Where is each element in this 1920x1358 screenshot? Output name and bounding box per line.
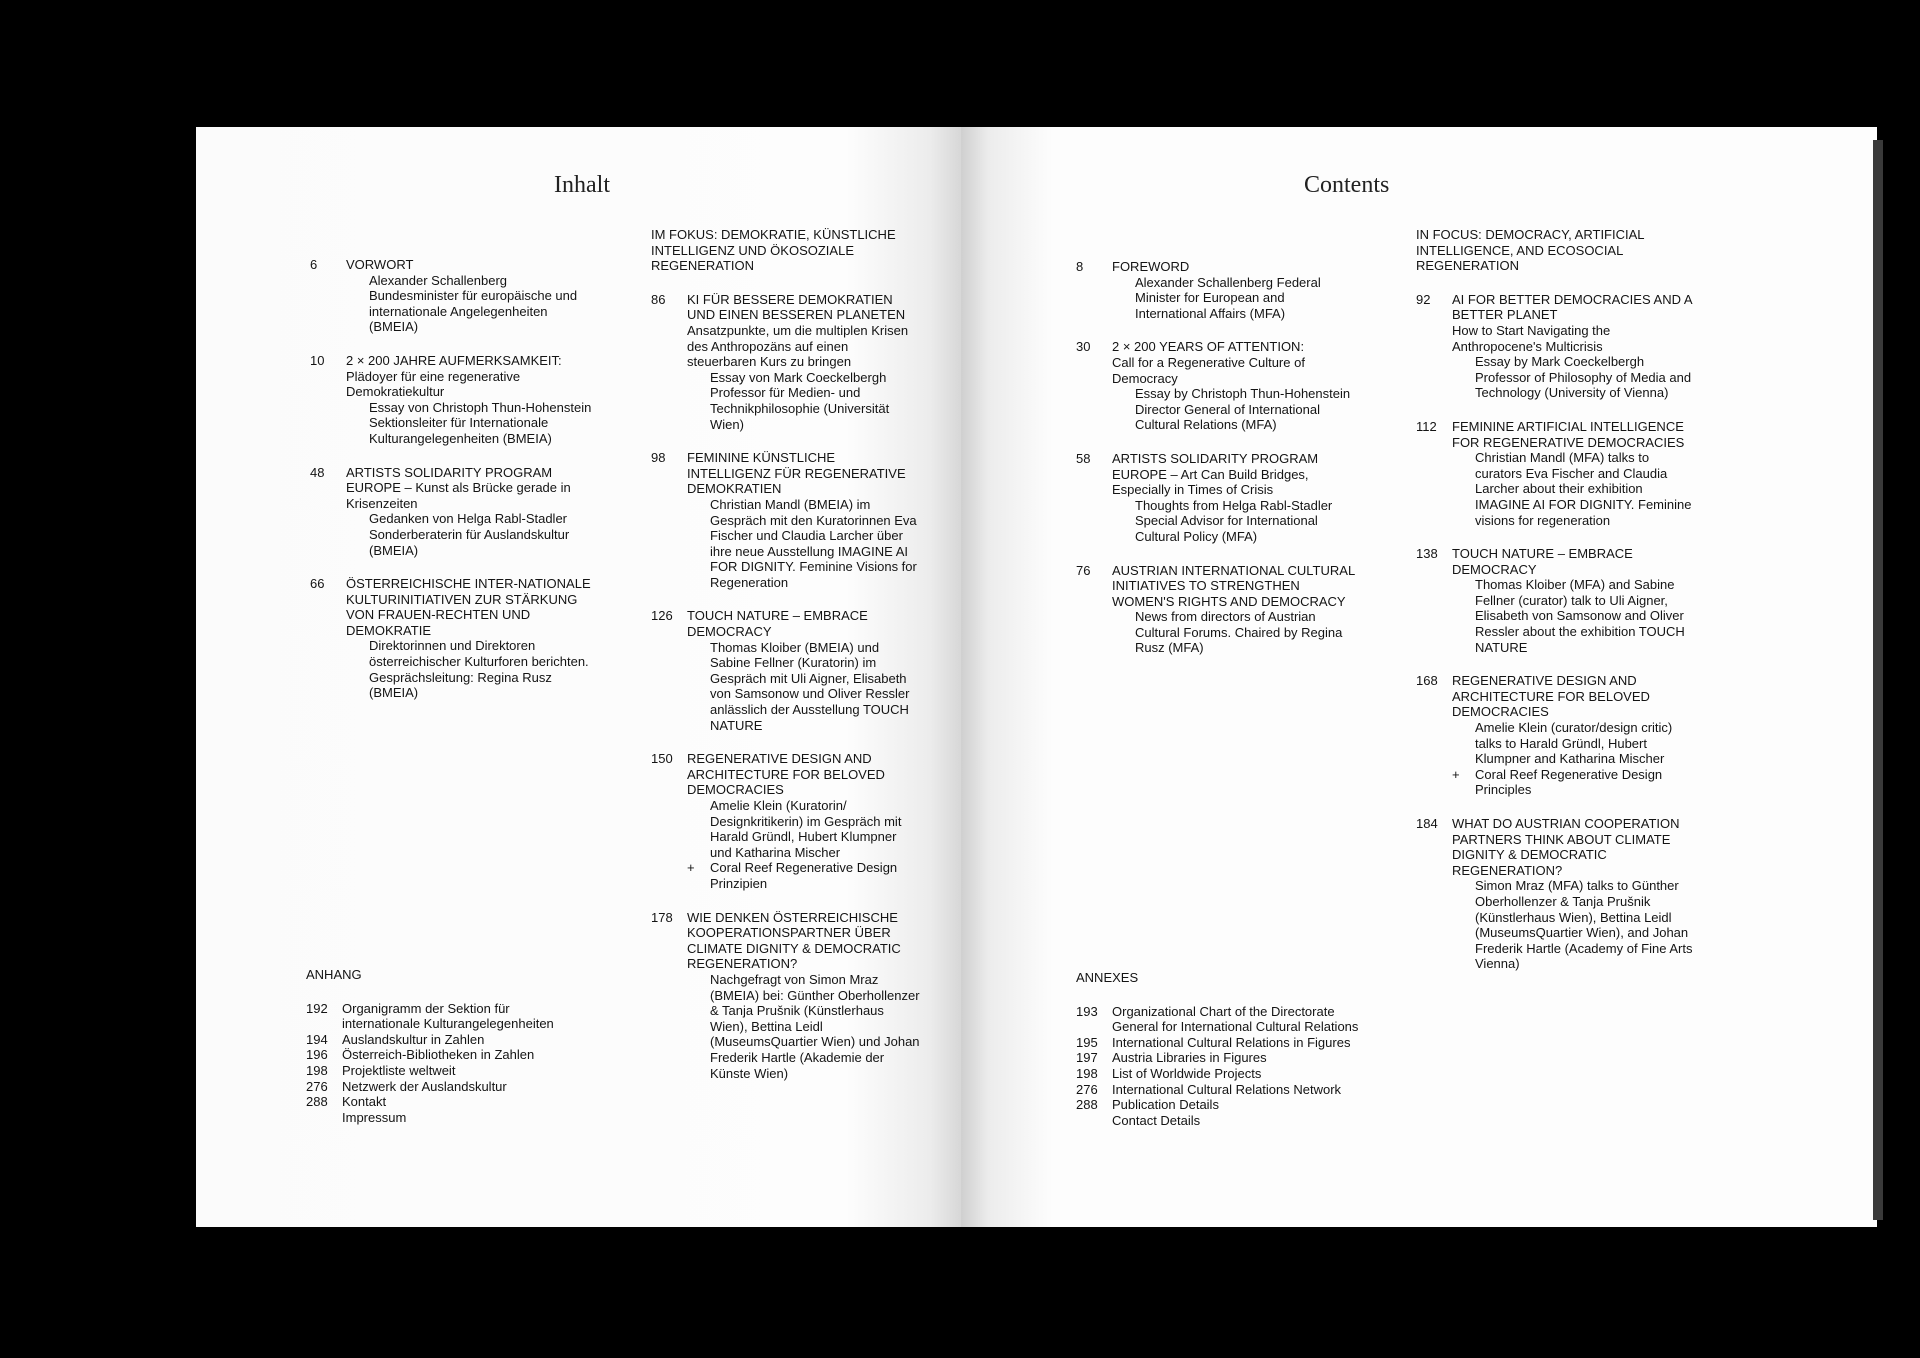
page-number: 8 (1076, 259, 1084, 274)
plus-item (687, 860, 921, 891)
entry-subtitle: Ansatzpunkte, um die multiplen Krisen des Anthropozäns auf einen steuerbaren Kurs zu bringen (687, 322, 909, 370)
plus-icon: + (1452, 766, 1460, 782)
page-number: 198 (306, 1062, 328, 1078)
entry-detail: Essay by Mark Coeckelbergh Professor of Philosophy of Media and Technology (University of Vienna) (1475, 354, 1692, 401)
entry-heading: 2 × 200 JAHRE AUFMERKSAMKEIT: (346, 352, 562, 368)
page-number: 276 (306, 1078, 328, 1094)
page-number: 288 (306, 1094, 328, 1110)
entry-detail: Amelie Klein (curator/design critic) talks to Harald Gründl, Hubert Klumpner and Katharina Mischer (1475, 720, 1673, 767)
toc-entry[interactable] (310, 257, 595, 335)
annex-text: Netzwerk der Auslandskultur (342, 1078, 507, 1094)
annex-item[interactable] (306, 1047, 591, 1063)
annex-text: Auslandskultur in Zahlen (342, 1031, 485, 1047)
page-number: 48 (310, 464, 325, 480)
entry-heading: ARTISTS SOLIDARITY PROGRAM EUROPE (346, 464, 553, 496)
entry-subtitle: – Kunst als Brücke gerade in Krisenzeiten (346, 480, 571, 511)
annex-text: Impressum (342, 1109, 407, 1125)
toc-entry[interactable] (1416, 816, 1696, 972)
toc-entry[interactable] (310, 465, 595, 559)
annex-left (306, 967, 591, 1125)
entry-detail: Essay by Christoph Thun-Hohenstein Director General of International Cultural Relations (MFA) (1135, 386, 1351, 433)
toc-entry[interactable] (1416, 419, 1696, 528)
entry-heading: 2 × 200 YEARS OF ATTENTION: (1112, 339, 1305, 355)
entry-detail: Alexander Schallenberg Federal Minister for European and International Affairs (MFA) (1135, 274, 1321, 321)
annex-text: Organizational Chart of the Directorate General for International Cultural Relations (1112, 1003, 1359, 1035)
annex-item[interactable] (306, 1032, 591, 1048)
entry-detail: Thomas Kloiber (MFA) and Sabine Fellner (curator) talk to Uli Aigner, Elisabeth von Samsonow and Oliver Ressler about the exhibition TOUCH NATURE (1475, 577, 1685, 655)
toc-entry[interactable] (1416, 292, 1696, 401)
entry-heading: ÖSTERREICHISCHE INTER-NATIONALE KULTURINITIATIVEN ZUR STÄRKUNG VON FRAUEN-RECHTEN UND DEMOKRATIE (346, 576, 591, 638)
annex-right (1076, 970, 1376, 1128)
annex-text: Projektliste weltweit (342, 1062, 456, 1078)
toc-entry[interactable] (310, 576, 595, 701)
entry-heading: WIE DENKEN ÖSTERREICHISCHE KOOPERATIONSPARTNER ÜBER CLIMATE DIGNITY & DEMOCRATIC REGENERATION? (687, 909, 901, 972)
entry-heading: TOUCH NATURE – EMBRACE DEMOCRACY (1452, 546, 1633, 577)
toc-entry[interactable] (1076, 451, 1356, 545)
entry-heading: KI FÜR BESSERE DEMOKRATIEN UND EINEN BESSEREN PLANETEN (687, 291, 906, 323)
annex-item[interactable] (306, 1001, 591, 1032)
entry-heading: ARTISTS SOLIDARITY PROGRAM EUROPE (1112, 450, 1319, 482)
entry-detail: Christian Mandl (BMEIA) im Gespräch mit den Kuratorinnen Eva Fischer und Claudia Larcher über ihre neue Ausstellung IMAGINE AI FOR DIGNITY. Feminine Visions for Regeneration (710, 496, 917, 590)
page-number: 98 (651, 450, 666, 466)
page-number: 184 (1416, 816, 1438, 831)
page-number: 178 (651, 909, 673, 925)
entry-detail: News from directors of Austrian Cultural Forums. Chaired by Regina Rusz (MFA) (1135, 609, 1343, 656)
page-number: 192 (306, 1000, 328, 1016)
annex-text: Österreich-Bibliotheken in Zahlen (342, 1047, 535, 1063)
toc-entry[interactable] (651, 450, 921, 590)
page-number: 193 (1076, 1003, 1098, 1019)
entry-subtitle: Plädoyer für eine regenerative Demokratiekultur (346, 368, 521, 400)
toc-right-col2 (1416, 227, 1696, 990)
annex-heading: ANHANG (306, 967, 362, 982)
page-title-right: Contents (1304, 172, 1390, 198)
annex-text: Contact Details (1112, 1112, 1201, 1128)
entry-detail: Thoughts from Helga Rabl-Stadler Special Advisor for International Cultural Policy (MFA) (1135, 497, 1333, 544)
plus-text: Coral Reef Regenerative Design Principles (1475, 766, 1663, 798)
page-number: 288 (1076, 1097, 1098, 1113)
entry-heading: VORWORT (346, 257, 414, 272)
page-number: 198 (1076, 1065, 1098, 1081)
entry-heading: TOUCH NATURE – EMBRACE DEMOCRACY (687, 608, 868, 640)
annex-text: Publication Details (1112, 1097, 1219, 1113)
page-number: 150 (651, 751, 673, 767)
entry-heading: AI FOR BETTER DEMOCRACIES AND A BETTER PLANET (1452, 291, 1692, 323)
toc-entry[interactable] (1076, 339, 1356, 433)
annex-item[interactable] (1076, 1066, 1376, 1082)
entry-detail: Essay von Mark Coeckelbergh Professor für Medien- und Technikphilosophie (Universität Wien) (710, 369, 890, 432)
page-number: 86 (651, 291, 666, 307)
toc-entry[interactable] (651, 292, 921, 432)
annex-item[interactable] (306, 1079, 591, 1095)
toc-left-col2 (651, 227, 921, 1099)
annex-item[interactable] (306, 1094, 591, 1110)
entry-detail: Direktorinnen und Direktoren österreichischer Kulturforen berichten. Gesprächsleitung: Regina Rusz (BMEIA) (369, 638, 589, 701)
annex-item[interactable] (306, 1063, 591, 1079)
entry-detail: Simon Mraz (MFA) talks to Günther Oberhollenzer & Tanja Prušnik (Künstlerhaus Wien), Bettina Leidl (MuseumsQuartier Wien), and Johan Frederik Hartle (Academy of Fine Arts Vienna) (1475, 878, 1693, 972)
entry-detail: Christian Mandl (MFA) talks to curators Eva Fischer and Claudia Larcher about their exhibition IMAGINE AI FOR DIGNITY. Feminine visions for regeneration (1475, 450, 1692, 528)
annex-item[interactable] (1076, 1097, 1376, 1113)
toc-entry[interactable] (310, 353, 595, 447)
annex-text: List of Worldwide Projects (1112, 1065, 1262, 1081)
annex-text: Kontakt (342, 1094, 387, 1110)
entry-heading: FOREWORD (1112, 259, 1190, 274)
entry-heading: FEMININE KÜNSTLICHE INTELLIGENZ FÜR REGENERATIVE DEMOKRATIEN (687, 450, 906, 497)
entry-detail: Alexander Schallenberg Bundesminister für europäische und internationale Angelegenheiten (BMEIA) (369, 272, 578, 335)
entry-detail: Gedanken von Helga Rabl-Stadler Sonderberaterin für Auslandskultur (BMEIA) (369, 511, 570, 558)
entry-detail: Thomas Kloiber (BMEIA) und Sabine Fellner (Kuratorin) im Gespräch mit Uli Aigner, Elisabeth von Samsonow und Oliver Ressler anlässlich der Ausstellung TOUCH NATURE (710, 639, 910, 733)
section-heading: IM FOKUS: DEMOKRATIE, KÜNSTLICHE INTELLIGENZ UND ÖKOSOZIALE REGENERATION (651, 227, 896, 274)
page-number: 58 (1076, 450, 1091, 466)
page-number: 195 (1076, 1034, 1098, 1050)
toc-entry[interactable] (1076, 563, 1356, 657)
annex-heading: ANNEXES (1076, 970, 1139, 985)
page-number: 112 (1416, 418, 1437, 434)
entry-subtitle: How to Start Navigating the Anthropocene's Multicrisis (1452, 322, 1611, 354)
section-heading: IN FOCUS: DEMOCRACY, ARTIFICIAL INTELLIGENCE, AND ECOSOCIAL REGENERATION (1416, 227, 1645, 274)
annex-item[interactable] (1076, 1050, 1376, 1066)
entry-detail: Essay von Christoph Thun-Hohenstein Sektionsleiter für Internationale Kulturangelegenheiten (BMEIA) (369, 399, 592, 446)
entry-heading: AUSTRIAN INTERNATIONAL CULTURAL INITIATIVES TO STRENGTHEN WOMEN'S RIGHTS AND DEMOCRACY (1112, 562, 1355, 609)
page-title-left: Inhalt (554, 172, 610, 198)
annex-text: International Cultural Relations in Figures (1112, 1034, 1351, 1050)
page-number: 168 (1416, 673, 1438, 689)
page-number: 30 (1076, 339, 1091, 355)
page-number: 92 (1416, 291, 1431, 307)
toc-entry[interactable] (1076, 259, 1356, 321)
page-number: 66 (310, 576, 325, 592)
page-number: 197 (1076, 1050, 1098, 1066)
page-number: 196 (306, 1047, 328, 1063)
entry-heading: WHAT DO AUSTRIAN COOPERATION PARTNERS THINK ABOUT CLIMATE DIGNITY & DEMOCRATIC REGENERATION? (1452, 816, 1680, 878)
page-number: 138 (1416, 546, 1438, 562)
annex-text: Austria Libraries in Figures (1112, 1050, 1267, 1066)
toc-right-col1 (1076, 259, 1356, 674)
toc-entry[interactable] (1416, 673, 1696, 798)
plus-item (1452, 767, 1696, 798)
entry-subtitle: – Art Can Build Bridges, Especially in Times of Crisis (1112, 466, 1309, 498)
plus-icon: + (687, 860, 695, 876)
entry-heading: FEMININE ARTIFICIAL INTELLIGENCE FOR REGENERATIVE DEMOCRACIES (1452, 418, 1685, 450)
annex-text: Organigramm der Sektion für internationale Kulturangelegenheiten (342, 1000, 554, 1032)
page-number (1076, 1113, 1112, 1129)
entry-subtitle: Call for a Regenerative Culture of Democracy (1112, 354, 1305, 386)
page-number: 194 (306, 1031, 328, 1047)
page-number (306, 1110, 342, 1126)
entry-detail: Nachgefragt von Simon Mraz (BMEIA) bei: Günther Oberhollenzer & Tanja Prušnik (Künstlerhaus Wien), Bettina Leidl (MuseumsQuartier Wien) und Johan Frederik Hartle (Akademie der Künste Wien) (710, 971, 920, 1081)
annex-item[interactable] (1076, 1035, 1376, 1051)
annex-text: International Cultural Relations Network (1112, 1081, 1342, 1097)
annex-item[interactable] (1076, 1113, 1376, 1129)
annex-item[interactable] (1076, 1082, 1376, 1098)
toc-entry[interactable] (1416, 546, 1696, 655)
page-number: 10 (310, 352, 325, 368)
annex-item[interactable] (306, 1110, 591, 1126)
toc-entry[interactable] (651, 608, 921, 733)
toc-left-col1 (310, 257, 595, 719)
page-number: 276 (1076, 1081, 1098, 1097)
page-number: 126 (651, 608, 673, 624)
toc-entry[interactable] (651, 751, 921, 891)
page-edge (1873, 140, 1883, 1220)
entry-heading: REGENERATIVE DESIGN AND ARCHITECTURE FOR BELOVED DEMOCRACIES (687, 751, 885, 798)
entry-heading: REGENERATIVE DESIGN AND ARCHITECTURE FOR BELOVED DEMOCRACIES (1452, 673, 1650, 720)
toc-entry[interactable] (651, 910, 921, 1082)
annex-item[interactable] (1076, 1004, 1376, 1035)
page-number: 76 (1076, 562, 1091, 578)
page-number: 6 (310, 257, 318, 272)
plus-text: Coral Reef Regenerative Design Prinzipien (710, 860, 898, 891)
entry-detail: Amelie Klein (Kuratorin/ Designkritikerin) im Gespräch mit Harald Gründl, Hubert Klumpner und Katharina Mischer (710, 798, 902, 860)
